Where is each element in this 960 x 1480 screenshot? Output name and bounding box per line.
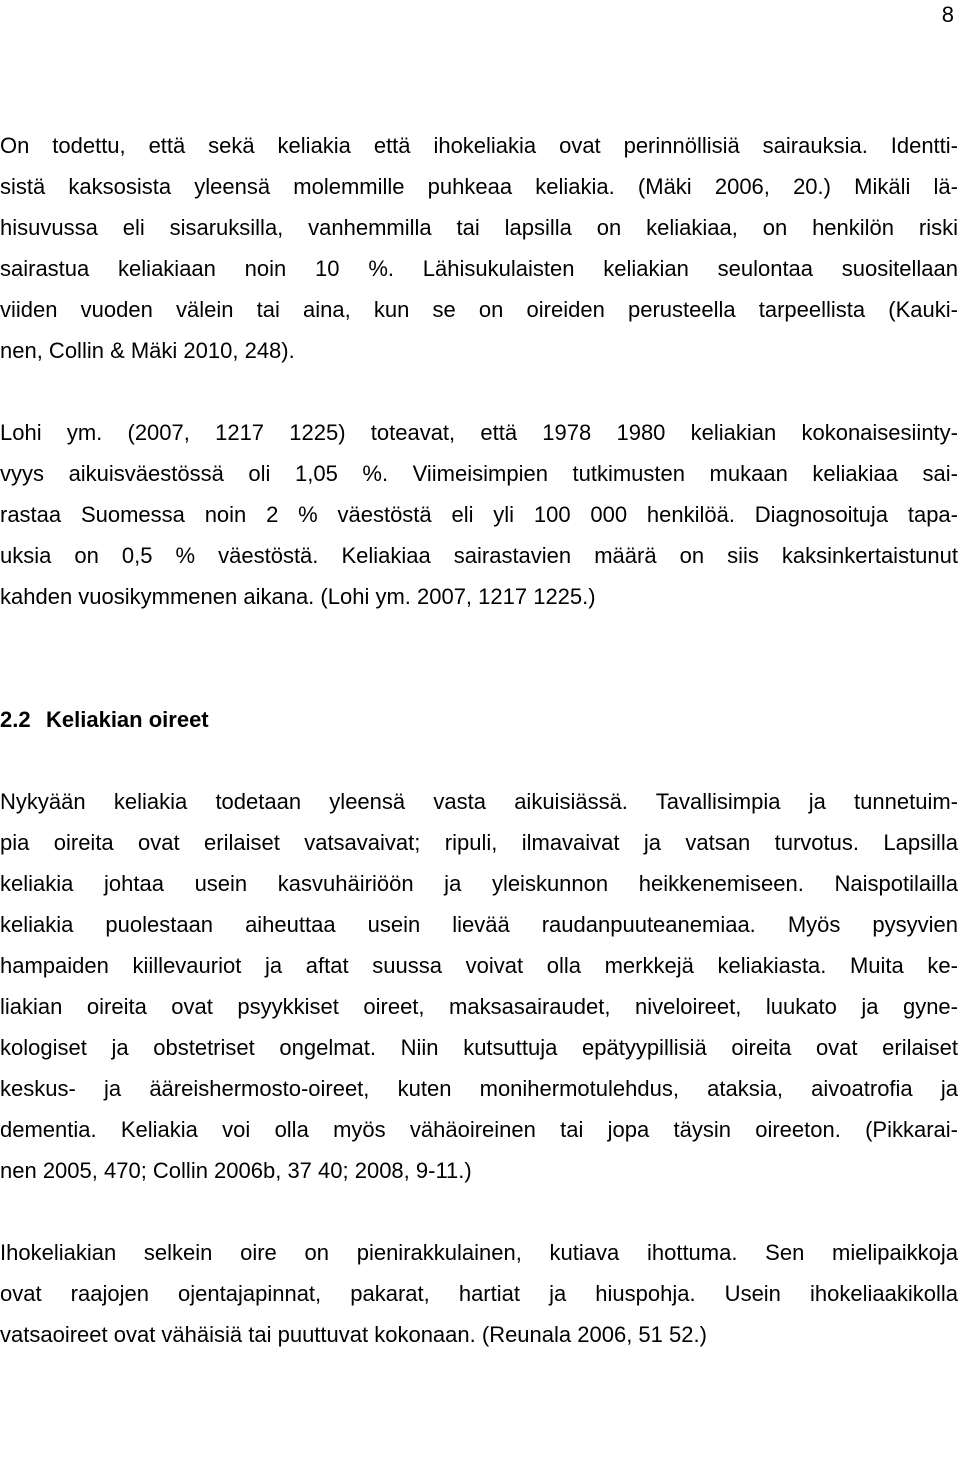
text-line: pia oireita ovat erilaiset vatsavaivat; ripuli, ilmavaivat ja vatsan turvotus. Lapsilla <box>0 830 958 855</box>
paragraph-skin-symptoms <box>0 1232 958 1355</box>
text-line: vyys aikuisväestössä oli 1,05 %. Viimeisimpien tutkimusten mukaan keliakiaa sai- <box>0 461 958 486</box>
text-line: ovat raajojen ojentajapinnat, pakarat, hartiat ja hiuspohja. Usein ihokeliaakikolla <box>0 1281 958 1306</box>
text-line: keskus- ja ääreishermosto-oireet, kuten monihermotulehdus, ataksia, aivoatrofia ja <box>0 1076 958 1101</box>
section-heading <box>0 699 958 740</box>
text-line: sairastua keliakiaan noin 10 %. Lähisukulaisten keliakian seulontaa suositellaan <box>0 256 958 281</box>
text-line: kahden vuosikymmenen aikana. (Lohi ym. 2007, 1217 1225.) <box>0 584 596 609</box>
text-line: keliakia puolestaan aiheuttaa usein lievää raudanpuuteanemiaa. Myös pysyvien <box>0 912 958 937</box>
text-line: viiden vuoden välein tai aina, kun se on oireiden perusteella tarpeellista (Kauki- <box>0 297 958 322</box>
text-line: hisuvussa eli sisaruksilla, vanhemmilla tai lapsilla on keliakiaa, on henkilön riski <box>0 215 958 240</box>
page-number: 8 <box>941 2 954 27</box>
text-line: kologiset ja obstetriset ongelmat. Niin kutsuttuja epätyypillisiä oireita ovat erilaiset <box>0 1035 958 1060</box>
text-line: nen 2005, 470; Collin 2006b, 37 40; 2008, 9-11.) <box>0 1158 472 1183</box>
text-line: Lohi ym. (2007, 1217 1225) toteavat, että 1978 1980 keliakian kokonaisesiinty- <box>0 420 958 445</box>
text-line: nen, Collin & Mäki 2010, 248). <box>0 338 295 363</box>
paragraph-prevalence <box>0 412 958 617</box>
paragraph-heredity <box>0 125 958 371</box>
document-body <box>0 125 958 1355</box>
paragraph-symptoms <box>0 781 958 1191</box>
text-line: vatsaoireet ovat vähäisiä tai puuttuvat kokonaan. (Reunala 2006, 51 52.) <box>0 1322 707 1347</box>
text-line: keliakia johtaa usein kasvuhäiriöön ja yleiskunnon heikkenemiseen. Naispotilailla <box>0 871 958 896</box>
text-line: On todettu, että sekä keliakia että ihokeliakia ovat perinnöllisiä sairauksia. Identti- <box>0 133 958 158</box>
section-number: 2.2 <box>0 707 31 732</box>
text-line: uksia on 0,5 % väestöstä. Keliakiaa sairastavien määrä on siis kaksinkertaistunut <box>0 543 958 568</box>
text-line: rastaa Suomessa noin 2 % väestöstä eli yli 100 000 henkilöä. Diagnosoituja tapa- <box>0 502 958 527</box>
text-line: Ihokeliakian selkein oire on pienirakkulainen, kutiava ihottuma. Sen mielipaikkoja <box>0 1240 958 1265</box>
text-line: liakian oireita ovat psyykkiset oireet, maksasairaudet, niveloireet, luukato ja gyne- <box>0 994 958 1019</box>
text-line: Nykyään keliakia todetaan yleensä vasta aikuisiässä. Tavallisimpia ja tunnetuim- <box>0 789 958 814</box>
text-line: hampaiden kiillevauriot ja aftat suussa voivat olla merkkejä keliakiasta. Muita ke- <box>0 953 958 978</box>
section-title: Keliakian oireet <box>46 707 209 732</box>
text-line: sistä kaksosista yleensä molemmille puhkeaa keliakia. (Mäki 2006, 20.) Mikäli lä- <box>0 174 958 199</box>
text-line: dementia. Keliakia voi olla myös vähäoireinen tai jopa täysin oireeton. (Pikkarai- <box>0 1117 958 1142</box>
